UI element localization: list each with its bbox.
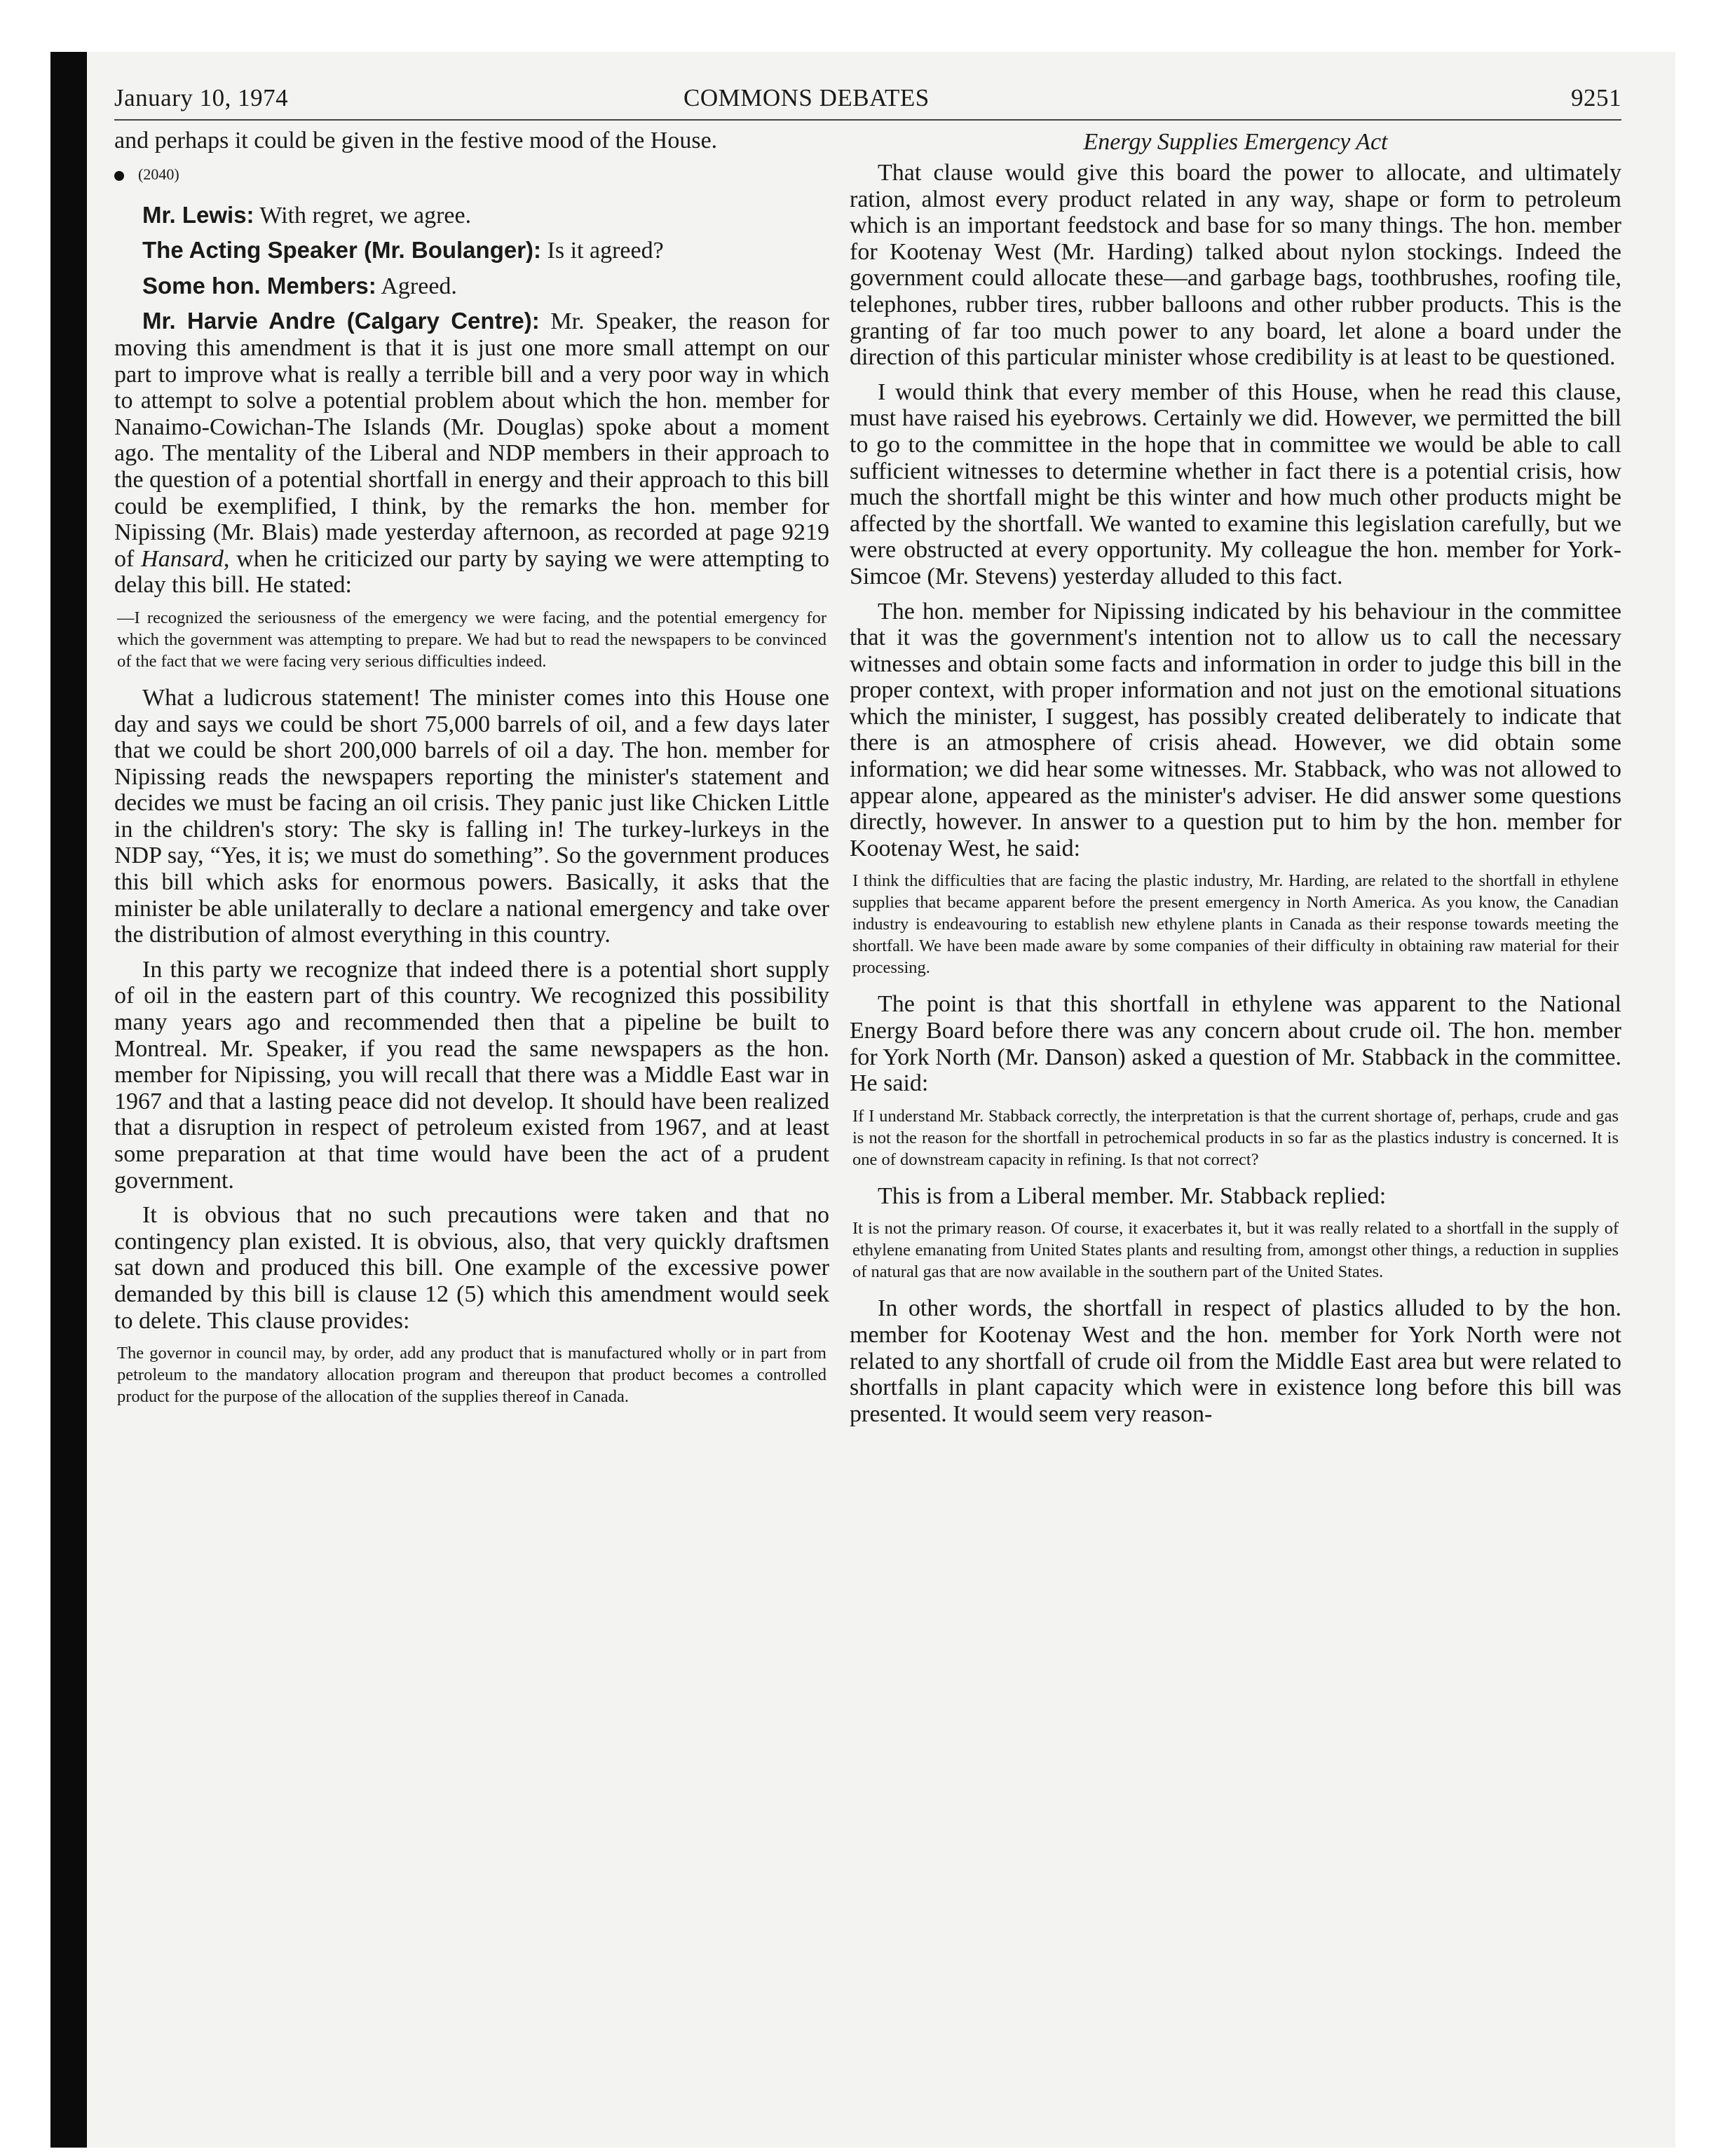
header-page-number: 9251 <box>1571 84 1621 111</box>
paragraph: In this party we recognize that indeed there is a potential short supply of oil in the eastern part of this country. We recognized this possibility many years ago and recommended then that a pipeline be built to Montreal. Mr. Speaker, if you read the same newspapers as the hon. member for Nipissing, you will recall that there was a Middle East war in 1967 and that a lasting peace did not develop. It should have been realized that a disruption in respect of petroleum existed from 1967, and at least some preparation at that time would have been the act of a prudent government. <box>114 956 829 1194</box>
speech-text: Is it agreed? <box>541 238 664 264</box>
speech-text: Agreed. <box>376 273 457 299</box>
paragraph: This is from a Liberal member. Mr. Stabback replied: <box>878 1182 1387 1209</box>
paragraph: I would think that every member of this House, when he read this clause, must have raised his eyebrows. Certainly we did. However, we permitted the bill to go to the committee in the hope that in committee we would be able to call sufficient witnesses to determine whether in fact there is a potential crisis, how much the shortfall might be this winter and how much other products might be affected by the shortfall. We wanted to examine this legislation carefully, but we were obstructed at every opportunity. My colleague the hon. member for York-Simcoe (Mr. Stevens) yesterday alluded to this fact. <box>850 378 1621 589</box>
speaker-name: The Acting Speaker (Mr. Boulanger): <box>142 237 542 264</box>
block-quote: —I recognized the seriousness of the emergency we were facing, and the potential emergency for which the government was attempting to prepare. We had but to read the newspapers to be convinced of the fact that we were facing very serious difficulties indeed. <box>117 608 826 671</box>
bullet-icon <box>114 171 124 181</box>
hansard-italic: Hansard <box>141 545 224 572</box>
paragraph: That clause would give this board the power to allocate, and ultimately ration, almost every product related in any way, shape or form to petroleum which is an important feedstock and base for so many things. The hon. member for Kootenay West (Mr. Harding) talked about nylon stockings. Indeed the government could allocate these—and garbage bags, toothbrushes, roofing tile, telephones, rubber tires, rubber balloons and other rubber products. This is the granting of far too much power to any board, let alone a board under the direction of this particular minister whose credibility is at least to be questioned. <box>850 160 1621 371</box>
speech-text: , when he criticized our party by saying we were attempting to delay this bill. He stated: <box>114 545 830 599</box>
block-quote: I think the difficulties that are facing the plastic industry, Mr. Harding, are related to the shortfall in ethylene supplies that became apparent before the present emergency in North America. As you know, the Canadian industry is endeavouring to establish new ethylene plants in Canada as their response towards meeting the shortfall. We have been made aware by some companies of their difficulty in obtaining raw material for their processing. <box>852 871 1619 978</box>
paragraph: It is obvious that no such precautions were taken and that no contingency plan existed. It is obvious, also, that very quickly draftsmen sat down and produced this bill. One example of the excessive power demanded by this bill is clause 12 (5) which this amendment would seek to delete. This clause provides: <box>114 1202 829 1334</box>
block-quote: It is not the primary reason. Of course, it exacerbates it, but it was really related to a shortfall in the supply of ethylene emanating from United States plants and resulting from, amongst other things, a reduction in supplies of natural gas that are now available in the southern part of the United States. <box>852 1219 1619 1282</box>
paragraph: The point is that this shortfall in ethylene was apparent to the National Energy Board before there was any concern about crude oil. The hon. member for York North (Mr. Danson) asked a question of Mr. Stabback in the committee. He said: <box>850 991 1621 1097</box>
paragraph: In other words, the shortfall in respect of plastics alluded to by the hon. member for Kootenay West and the hon. member for York North were not related to any shortfall of crude oil from the Middle East area but were related to shortfalls in plant capacity which were in existence long before this bill was presented. It would seem very reason- <box>850 1295 1621 1427</box>
speaker-name: Some hon. Members: <box>142 272 376 299</box>
section-subtitle: Energy Supplies Emergency Act <box>1083 129 1388 155</box>
paragraph: What a ludicrous statement! The minister comes into this House one day and says we could be short 75,000 barrels of oil, and a few days later that we could be short 200,000 barrels of oil a day. The hon. member for Nipissing reads the newspapers reporting the minister's statement and decides we must be facing an oil crisis. They panic just like Chicken Little in the children's story: The sky is falling in! The turkey-lurkeys in the NDP say, “Yes, it is; we must do something”. So the government produces this bill which asks for enormous powers. Basically, it asks that the minister be able unilaterally to declare a national emergency and take over the distribution of almost everything in this country. <box>114 684 829 948</box>
time-marker-text: (2040) <box>138 165 179 183</box>
speech-paragraph <box>114 202 829 229</box>
speech-text: Mr. Speaker, the reason for moving this amendment is that it is just one more small attempt on our part to improve what is really a terrible bill and a very poor way in which to attempt to solve a potential problem about which the hon. member for Nanaimo-Cowichan-The Islands (Mr. Douglas) spoke about a moment ago. The mentality of the Liberal and NDP members in their approach to the question of a potential shortfall in energy and their approach to this bill could be exemplified, I think, by the remarks the hon. member for Nipissing (Mr. Blais) made yesterday afternoon, as recorded at page 9219 of <box>114 308 829 572</box>
speech-paragraph <box>114 308 829 599</box>
speech-paragraph <box>114 273 829 300</box>
block-quote: If I understand Mr. Stabback correctly, the interpretation is that the current shortage of, perhaps, crude and gas is not the reason for the shortfall in petrochemical products in so far as the plastics industry is concerned. It is one of downstream capacity in refining. Is that not correct? <box>852 1106 1619 1169</box>
speech-text: With regret, we agree. <box>254 202 472 228</box>
paragraph: The hon. member for Nipissing indicated by his behaviour in the committee that it was the government's intention not to allow us to call the necessary witnesses and obtain some facts and information in order to judge this bill in the proper context, with proper information and not just on the emotional situations which the minister, I suggest, has possibly created deliberately to indicate that there is an atmosphere of crisis ahead. However, we did obtain some information; we did hear some witnesses. Mr. Stabback, who was not allowed to appear alone, appeared as the minister's adviser. He did answer some questions directly, however. In answer to a question put to him by the hon. member for Kootenay West, he said: <box>850 598 1621 861</box>
left-column <box>114 128 829 1420</box>
right-column <box>850 128 1621 1435</box>
page-header <box>114 84 1621 121</box>
paragraph: and perhaps it could be given in the festive mood of the House. <box>114 128 718 153</box>
speech-paragraph <box>114 237 829 264</box>
speaker-name: Mr. Lewis: <box>142 201 254 228</box>
speaker-name: Mr. Harvie Andre (Calgary Centre): <box>142 308 540 334</box>
binding-edge <box>50 52 87 2148</box>
time-marker <box>114 164 829 185</box>
block-quote: The governor in council may, by order, add any product that is manufactured wholly or in part from petroleum to the mandatory allocation program and thereupon that product becomes a controlled product for the purpose of the allocation of the supplies thereof in Canada. <box>117 1344 826 1407</box>
header-date: January 10, 1974 <box>114 84 289 111</box>
header-rule <box>114 119 1621 121</box>
header-title: COMMONS DEBATES <box>683 84 930 111</box>
